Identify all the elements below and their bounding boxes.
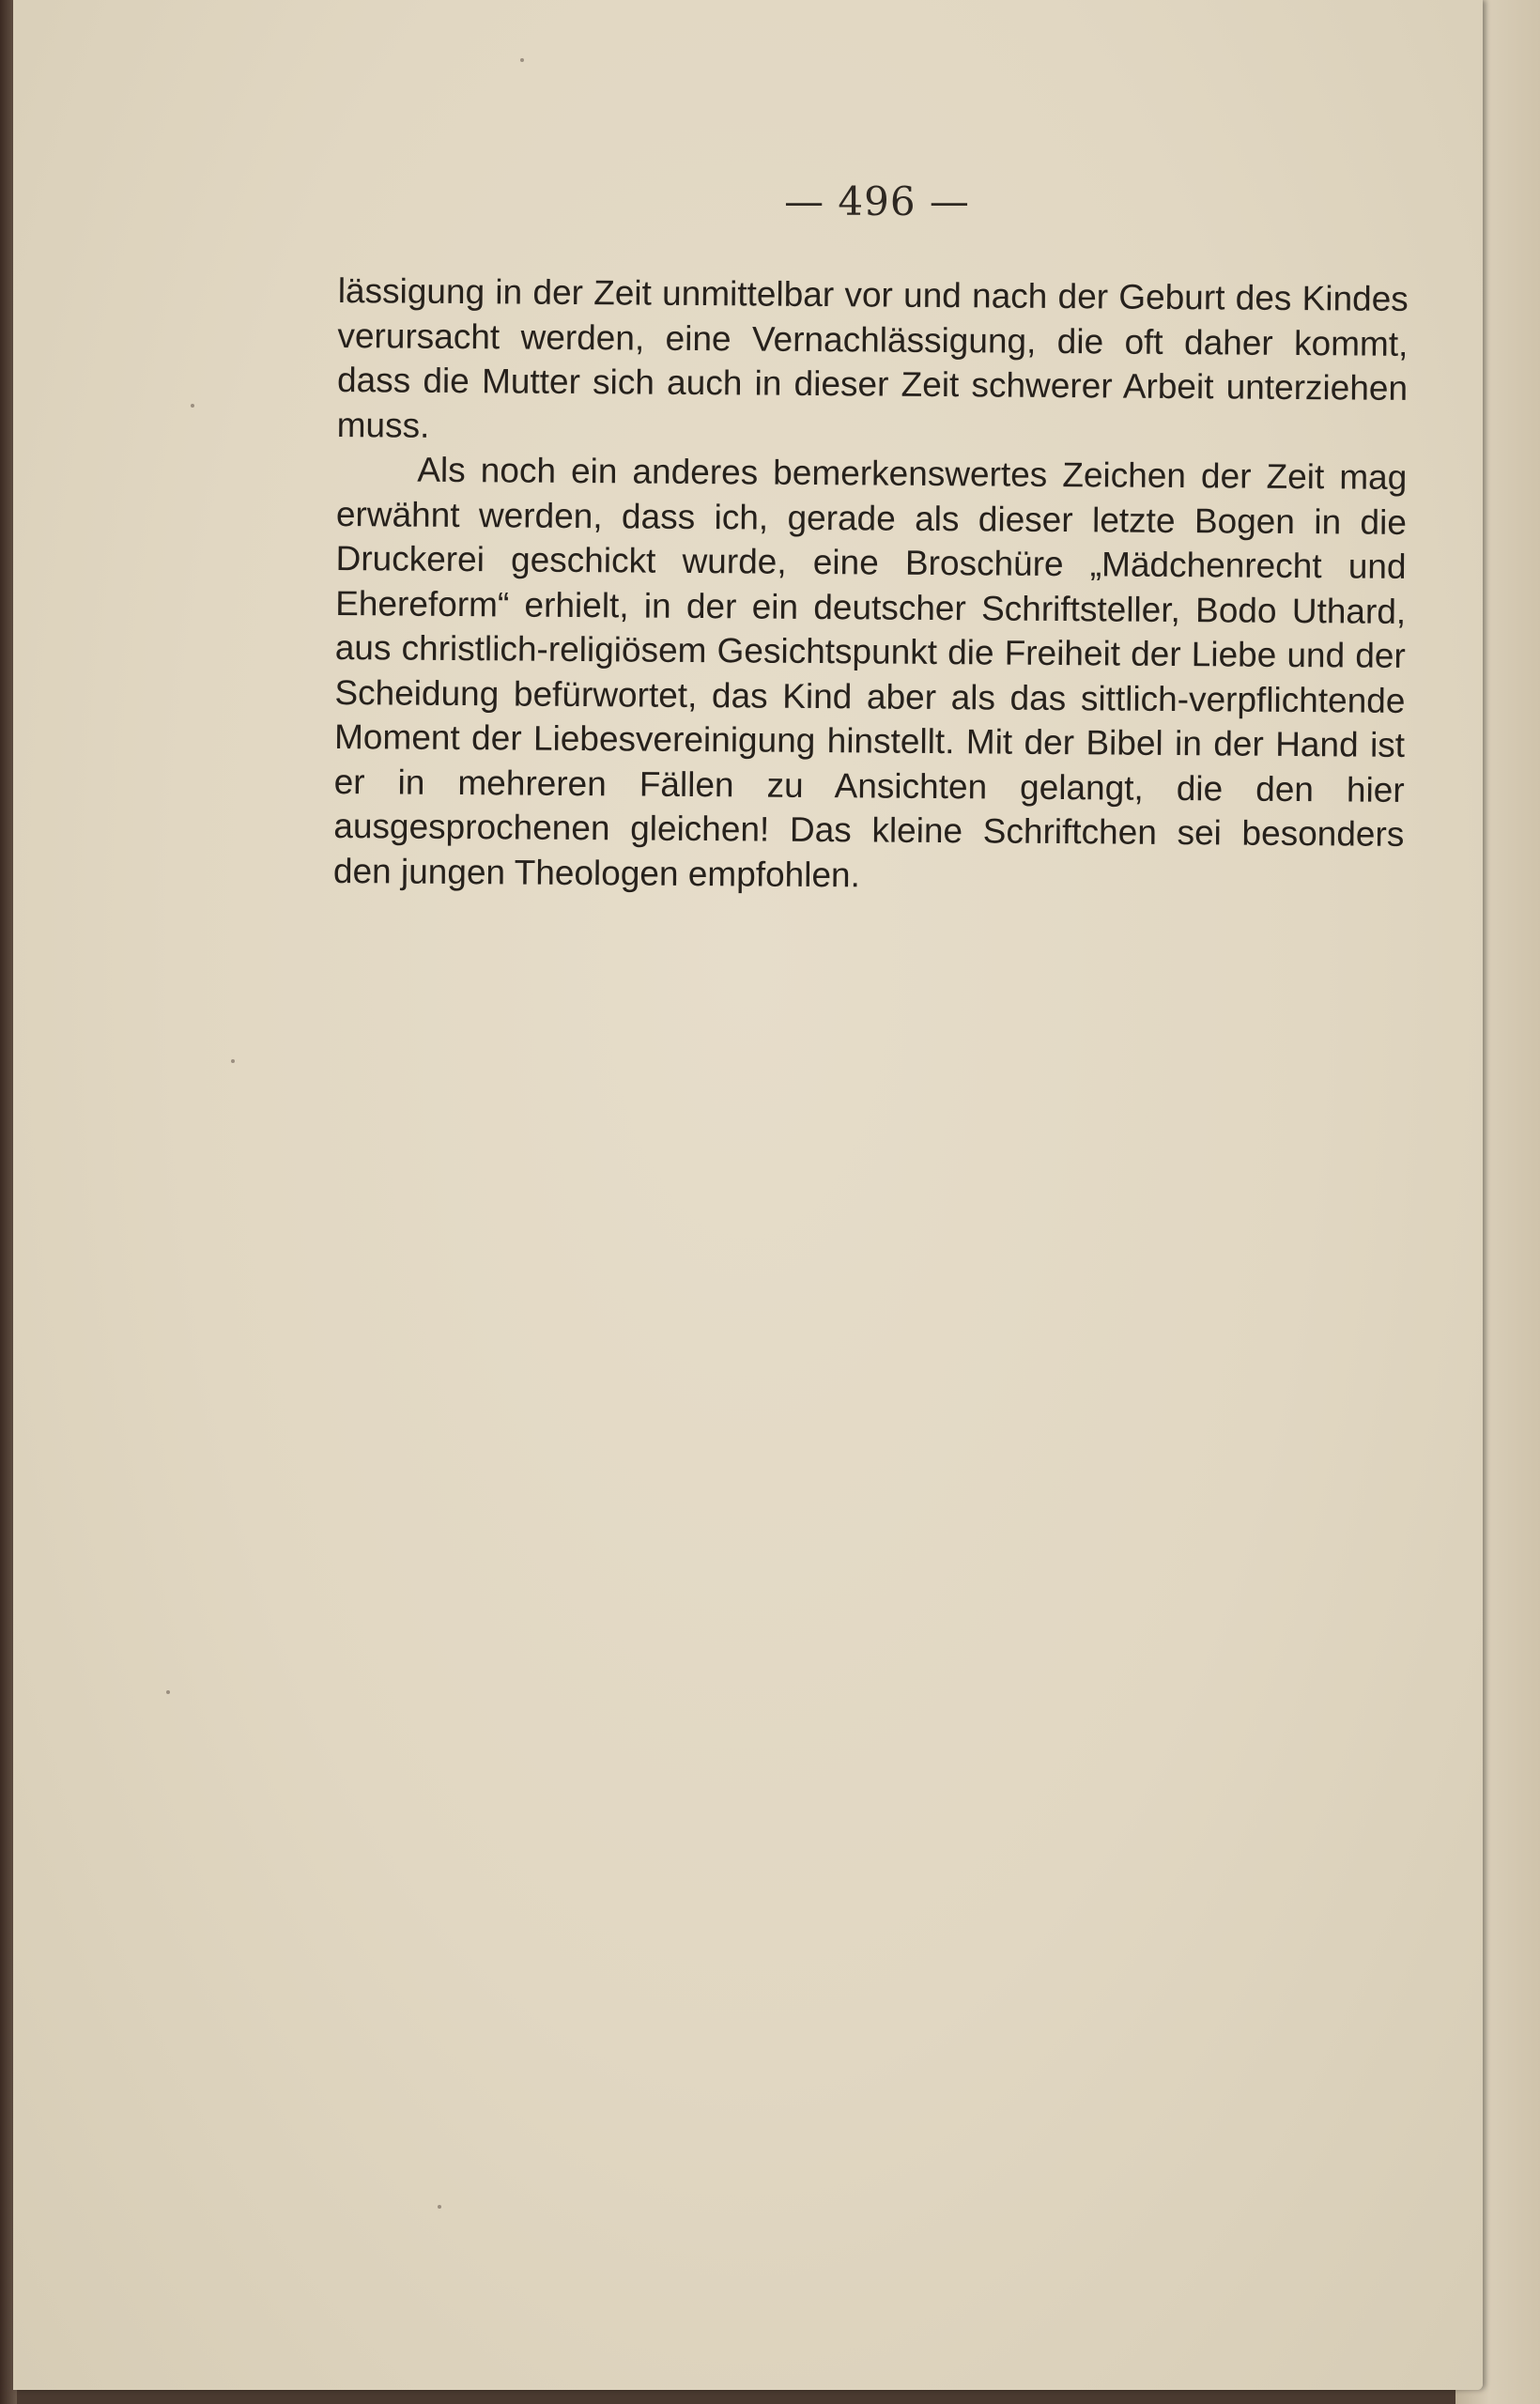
paper-speck <box>166 1690 170 1694</box>
body-text <box>333 269 1409 902</box>
book-page <box>13 0 1483 2390</box>
page-number: — 496 — <box>784 178 970 224</box>
paper-speck <box>438 2205 441 2209</box>
paper-speck <box>520 58 524 62</box>
paragraph-2: Als noch ein anderes bemerkenswertes Zeichen der Zeit mag erwähnt werden, dass ich, gerade als dieser letzte Bogen in die Druckerei geschickt wurde, eine Broschüre „Mädchenrecht und Ehereform“ erhielt, in der ein deutscher Schriftsteller, Bodo Uthard, aus christlich-religiösem Gesichtspunkt die Freiheit der Liebe und der Scheidung befürwortet, das Kind aber als das sittlich-verpflichtende Moment der Liebesvereinigung hinstellt. Mit der Bibel in der Hand ist er in mehreren Fällen zu Ansichten gelangt, die den hier ausgesprochenen gleichen! Das kleine Schriftchen sei besonders den jungen Theologen empfohlen. <box>332 450 1408 894</box>
paragraph-1: lässigung in der Zeit unmittelbar vor und nach der Geburt des Kindes verursacht werden, eine Vernachlässigung, die oft daher kommt, dass die Mutter sich auch in dieser Zeit schwerer Arbeit unterziehen muss. <box>336 270 1409 445</box>
paper-speck <box>191 404 194 408</box>
paper-speck <box>231 1059 235 1063</box>
